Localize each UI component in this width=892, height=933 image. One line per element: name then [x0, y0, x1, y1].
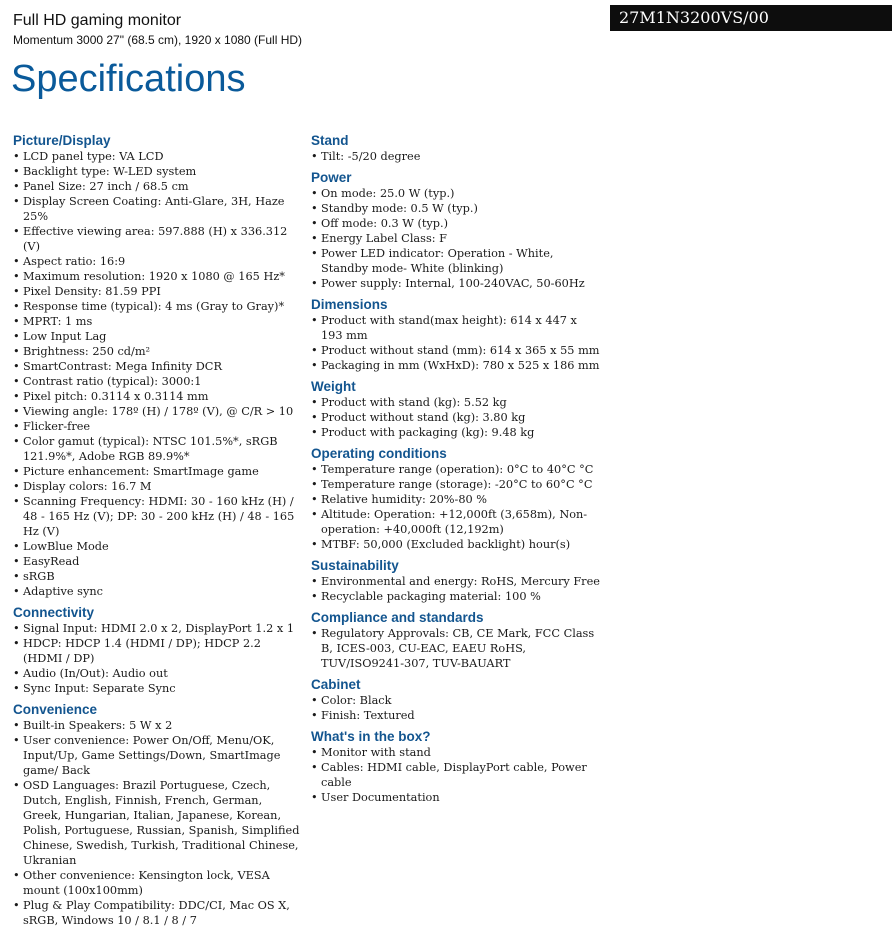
- spec-item: • Pixel Density: 81.59 PPI: [13, 284, 303, 299]
- section-heading: Weight: [311, 379, 356, 394]
- section-heading: Power: [311, 170, 352, 185]
- spec-item: • Other convenience: Kensington lock, VESA mount (100x100mm): [13, 868, 303, 898]
- spec-item: • User Documentation: [311, 790, 601, 805]
- spec-item: • Energy Label Class: F: [311, 231, 601, 246]
- spec-item: • Effective viewing area: 597.888 (H) x 336.312 (V): [13, 224, 303, 254]
- spec-item: • Relative humidity: 20%-80 %: [311, 492, 601, 507]
- spec-item: • SmartContrast: Mega Infinity DCR: [13, 359, 303, 374]
- section-power: [311, 169, 601, 291]
- section-heading: Operating conditions: [311, 446, 447, 461]
- section-heading: Sustainability: [311, 558, 399, 573]
- spec-list: [311, 313, 601, 373]
- spec-item: • OSD Languages: Brazil Portuguese, Czech, Dutch, English, Finnish, French, German, Greek, Hungarian, Italian, Japanese, Korean, Polish, Portuguese, Russian, Spanish, Simplified Chinese, Swedish, Turkish, Traditional Chinese, Ukranian: [13, 778, 303, 868]
- section-heading: What's in the box?: [311, 729, 431, 744]
- spec-item: • Panel Size: 27 inch / 68.5 cm: [13, 179, 303, 194]
- spec-list: [311, 626, 601, 671]
- spec-item: • Plug & Play Compatibility: DDC/CI, Mac OS X, sRGB, Windows 10 / 8.1 / 8 / 7: [13, 898, 303, 928]
- spec-list: [311, 693, 601, 723]
- right-column: [311, 132, 601, 810]
- spec-item: • Pixel pitch: 0.3114 x 0.3114 mm: [13, 389, 303, 404]
- section-stand: [311, 132, 601, 164]
- spec-list: [311, 462, 601, 552]
- spec-item: • Product without stand (mm): 614 x 365 x 55 mm: [311, 343, 601, 358]
- spec-list: [311, 395, 601, 440]
- header-subtitle: Momentum 3000 27" (68.5 cm), 1920 x 1080 (Full HD): [13, 33, 303, 47]
- spec-list: [311, 149, 601, 164]
- spec-item: • Product with packaging (kg): 9.48 kg: [311, 425, 601, 440]
- section-weight: [311, 378, 601, 440]
- spec-item: • Temperature range (storage): -20°C to 60°C °C: [311, 477, 601, 492]
- section-compliance-and-standards: [311, 609, 601, 671]
- section-convenience: [13, 701, 303, 928]
- section-operating-conditions: [311, 445, 601, 552]
- spec-item: • Viewing angle: 178º (H) / 178º (V), @ C/R > 10: [13, 404, 303, 419]
- spec-item: • On mode: 25.0 W (typ.): [311, 186, 601, 201]
- page-title: Specifications: [11, 58, 246, 100]
- spec-item: • Product without stand (kg): 3.80 kg: [311, 410, 601, 425]
- section-heading: Connectivity: [13, 605, 95, 620]
- spec-item: • Standby mode: 0.5 W (typ.): [311, 201, 601, 216]
- section-connectivity: [13, 604, 303, 696]
- spec-item: • Power supply: Internal, 100-240VAC, 50-60Hz: [311, 276, 601, 291]
- spec-item: • Monitor with stand: [311, 745, 601, 760]
- spec-item: • Off mode: 0.3 W (typ.): [311, 216, 601, 231]
- spec-item: • Adaptive sync: [13, 584, 303, 599]
- section-heading: Dimensions: [311, 297, 388, 312]
- spec-item: • Product with stand (kg): 5.52 kg: [311, 395, 601, 410]
- spec-item: • Power LED indicator: Operation - White, Standby mode- White (blinking): [311, 246, 601, 276]
- section-heading: Picture/Display: [13, 133, 111, 148]
- section-cabinet: [311, 676, 601, 723]
- section-what-s-in-the-box: [311, 728, 601, 805]
- spec-list: [13, 149, 303, 599]
- spec-item: • Color gamut (typical): NTSC 101.5%*, sRGB 121.9%*, Adobe RGB 89.9%*: [13, 434, 303, 464]
- spec-item: • Response time (typical): 4 ms (Gray to Gray)*: [13, 299, 303, 314]
- spec-item: • User convenience: Power On/Off, Menu/OK, Input/Up, Game Settings/Down, SmartImage game/ Back: [13, 733, 303, 778]
- spec-item: • Color: Black: [311, 693, 601, 708]
- spec-item: • Flicker-free: [13, 419, 303, 434]
- spec-list: [311, 574, 601, 604]
- left-column: [13, 132, 303, 933]
- spec-item: • Environmental and energy: RoHS, Mercury Free: [311, 574, 601, 589]
- spec-item: • Picture enhancement: SmartImage game: [13, 464, 303, 479]
- spec-item: • Sync Input: Separate Sync: [13, 681, 303, 696]
- spec-item: • Scanning Frequency: HDMI: 30 - 160 kHz (H) / 48 - 165 Hz (V); DP: 30 - 200 kHz (H) / 48 - 165 Hz (V): [13, 494, 303, 539]
- section-sustainability: [311, 557, 601, 604]
- spec-item: • Tilt: -5/20 degree: [311, 149, 601, 164]
- spec-item: • Audio (In/Out): Audio out: [13, 666, 303, 681]
- spec-item: • Altitude: Operation: +12,000ft (3,658m), Non-operation: +40,000ft (12,192m): [311, 507, 601, 537]
- spec-list: [13, 621, 303, 696]
- section-heading: Stand: [311, 133, 349, 148]
- spec-item: • Brightness: 250 cd/m²: [13, 344, 303, 359]
- model-badge: 27M1N3200VS/00: [610, 5, 892, 31]
- spec-item: • Temperature range (operation): 0°C to 40°C °C: [311, 462, 601, 477]
- spec-list: [311, 186, 601, 291]
- spec-item: • Regulatory Approvals: CB, CE Mark, FCC Class B, ICES-003, CU-EAC, EAEU RoHS, TUV/ISO9241-307, TUV-BAUART: [311, 626, 601, 671]
- spec-item: • sRGB: [13, 569, 303, 584]
- section-heading: Cabinet: [311, 677, 361, 692]
- spec-item: • Built-in Speakers: 5 W x 2: [13, 718, 303, 733]
- section-picture-display: [13, 132, 303, 599]
- spec-item: • Contrast ratio (typical): 3000:1: [13, 374, 303, 389]
- spec-item: • Product with stand(max height): 614 x 447 x 193 mm: [311, 313, 601, 343]
- spec-item: • Low Input Lag: [13, 329, 303, 344]
- spec-item: • Backlight type: W-LED system: [13, 164, 303, 179]
- spec-item: • LowBlue Mode: [13, 539, 303, 554]
- section-heading: Convenience: [13, 702, 98, 717]
- spec-item: • LCD panel type: VA LCD: [13, 149, 303, 164]
- spec-item: • Maximum resolution: 1920 x 1080 @ 165 Hz*: [13, 269, 303, 284]
- spec-item: • MTBF: 50,000 (Excluded backlight) hour(s): [311, 537, 601, 552]
- spec-item: • Finish: Textured: [311, 708, 601, 723]
- header-title: Full HD gaming monitor: [13, 12, 182, 29]
- spec-item: • Cables: HDMI cable, DisplayPort cable, Power cable: [311, 760, 601, 790]
- spec-item: • Display colors: 16.7 M: [13, 479, 303, 494]
- spec-item: • MPRT: 1 ms: [13, 314, 303, 329]
- spec-list: [13, 718, 303, 928]
- section-dimensions: [311, 296, 601, 373]
- spec-item: • Recyclable packaging material: 100 %: [311, 589, 601, 604]
- section-heading: Compliance and standards: [311, 610, 484, 625]
- spec-item: • Display Screen Coating: Anti-Glare, 3H, Haze 25%: [13, 194, 303, 224]
- spec-list: [311, 745, 601, 805]
- spec-item: • Aspect ratio: 16:9: [13, 254, 303, 269]
- spec-item: • EasyRead: [13, 554, 303, 569]
- spec-item: • Packaging in mm (WxHxD): 780 x 525 x 186 mm: [311, 358, 601, 373]
- spec-item: • HDCP: HDCP 1.4 (HDMI / DP); HDCP 2.2 (HDMI / DP): [13, 636, 303, 666]
- spec-item: • Signal Input: HDMI 2.0 x 2, DisplayPort 1.2 x 1: [13, 621, 303, 636]
